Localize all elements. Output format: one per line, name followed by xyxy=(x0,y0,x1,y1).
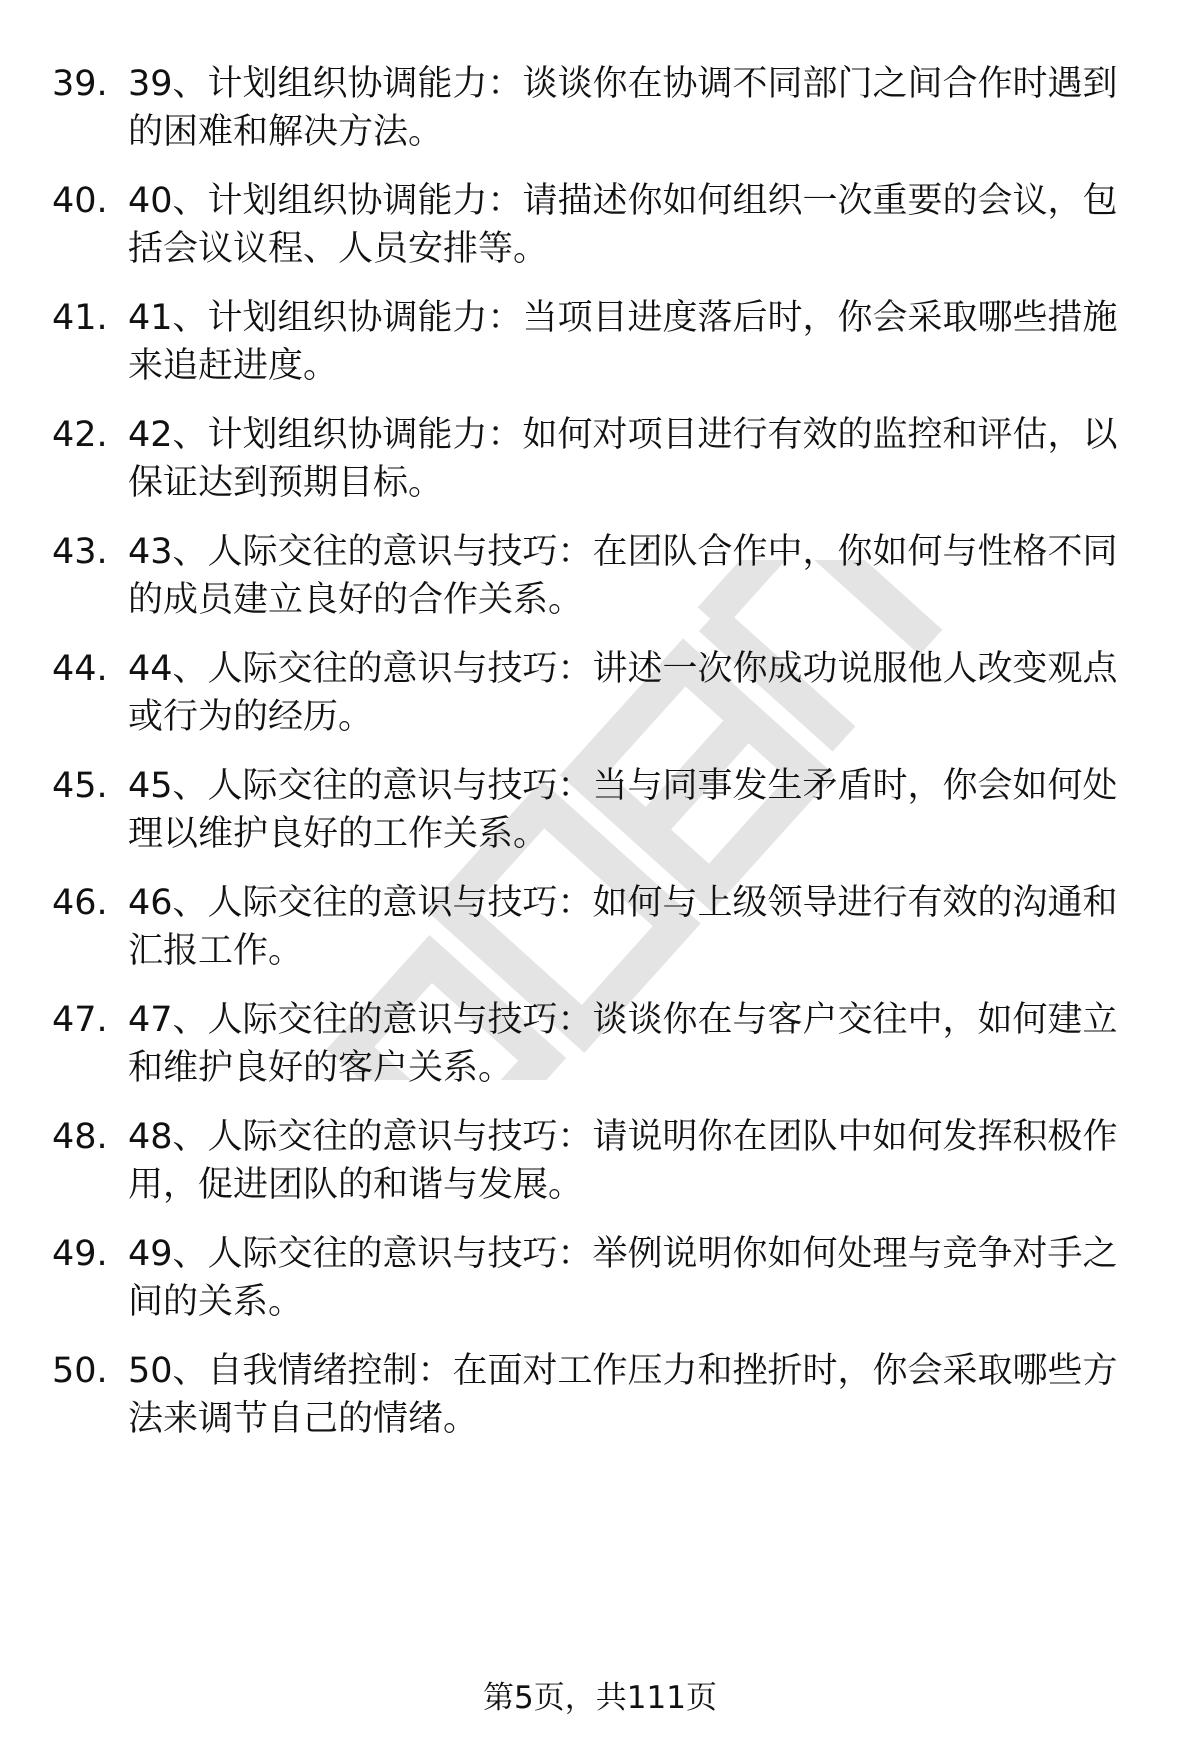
item-text-line: 45、人际交往的意识与技巧：当与同事发生矛盾时，你会如何处 xyxy=(128,766,1118,806)
item-text xyxy=(128,411,1148,507)
item-text-line: 39、计划组织协调能力：谈谈你在协调不同部门之间合作时遇到 xyxy=(128,64,1118,104)
item-number: 50. xyxy=(52,1351,108,1391)
item-text-line: 间的关系。 xyxy=(128,1282,304,1322)
item-text-line: 或行为的经历。 xyxy=(128,697,374,737)
item-text xyxy=(128,762,1148,858)
item-text-line: 保证达到预期目标。 xyxy=(128,463,444,503)
page-number: 第5页，共111页 xyxy=(483,1680,717,1716)
item-text-line: 来追赶进度。 xyxy=(128,346,339,386)
item-text-line: 和维护良好的客户关系。 xyxy=(128,1048,514,1088)
item-text-line: 41、计划组织协调能力：当项目进度落后时，你会采取哪些措施 xyxy=(128,298,1118,338)
item-text xyxy=(128,60,1148,156)
item-text-line: 法来调节自己的情绪。 xyxy=(128,1399,479,1439)
item-text xyxy=(128,879,1148,975)
item-text-line: 括会议议程、人员安排等。 xyxy=(128,229,549,269)
item-number: 47. xyxy=(52,1000,108,1040)
item-text-line: 40、计划组织协调能力：请描述你如何组织一次重要的会议，包 xyxy=(128,181,1118,221)
item-text-line: 用，促进团队的和谐与发展。 xyxy=(128,1165,584,1205)
item-text xyxy=(128,528,1148,624)
item-text xyxy=(128,1347,1148,1443)
item-text-line: 理以维护良好的工作关系。 xyxy=(128,814,549,854)
item-text xyxy=(128,1113,1148,1209)
item-number: 39. xyxy=(52,64,108,104)
item-text-line: 46、人际交往的意识与技巧：如何与上级领导进行有效的沟通和 xyxy=(128,883,1118,923)
item-text-line: 42、计划组织协调能力：如何对项目进行有效的监控和评估，以 xyxy=(128,415,1118,455)
item-text-line: 47、人际交往的意识与技巧：谈谈你在与客户交往中，如何建立 xyxy=(128,1000,1118,1040)
item-text-line: 48、人际交往的意识与技巧：请说明你在团队中如何发挥积极作 xyxy=(128,1117,1118,1157)
item-number: 42. xyxy=(52,415,108,455)
item-text xyxy=(128,177,1148,273)
item-text-line: 的困难和解决方法。 xyxy=(128,112,444,152)
item-number: 49. xyxy=(52,1234,108,1274)
item-text-line: 43、人际交往的意识与技巧：在团队合作中，你如何与性格不同 xyxy=(128,532,1118,572)
item-number: 48. xyxy=(52,1117,108,1157)
item-number: 44. xyxy=(52,649,108,689)
item-number: 46. xyxy=(52,883,108,923)
item-text xyxy=(128,1230,1148,1326)
item-text xyxy=(128,645,1148,741)
item-text-line: 50、自我情绪控制：在面对工作压力和挫折时，你会采取哪些方 xyxy=(128,1351,1118,1391)
item-number: 43. xyxy=(52,532,108,572)
item-text xyxy=(128,996,1148,1092)
item-number: 45. xyxy=(52,766,108,806)
item-number: 40. xyxy=(52,181,108,221)
item-text-line: 汇报工作。 xyxy=(128,931,304,971)
item-number: 41. xyxy=(52,298,108,338)
item-text-line: 的成员建立良好的合作关系。 xyxy=(128,580,584,620)
item-text-line: 44、人际交往的意识与技巧：讲述一次你成功说服他人改变观点 xyxy=(128,649,1118,689)
item-text-line: 49、人际交往的意识与技巧：举例说明你如何处理与竞争对手之 xyxy=(128,1234,1118,1274)
item-text xyxy=(128,294,1148,390)
